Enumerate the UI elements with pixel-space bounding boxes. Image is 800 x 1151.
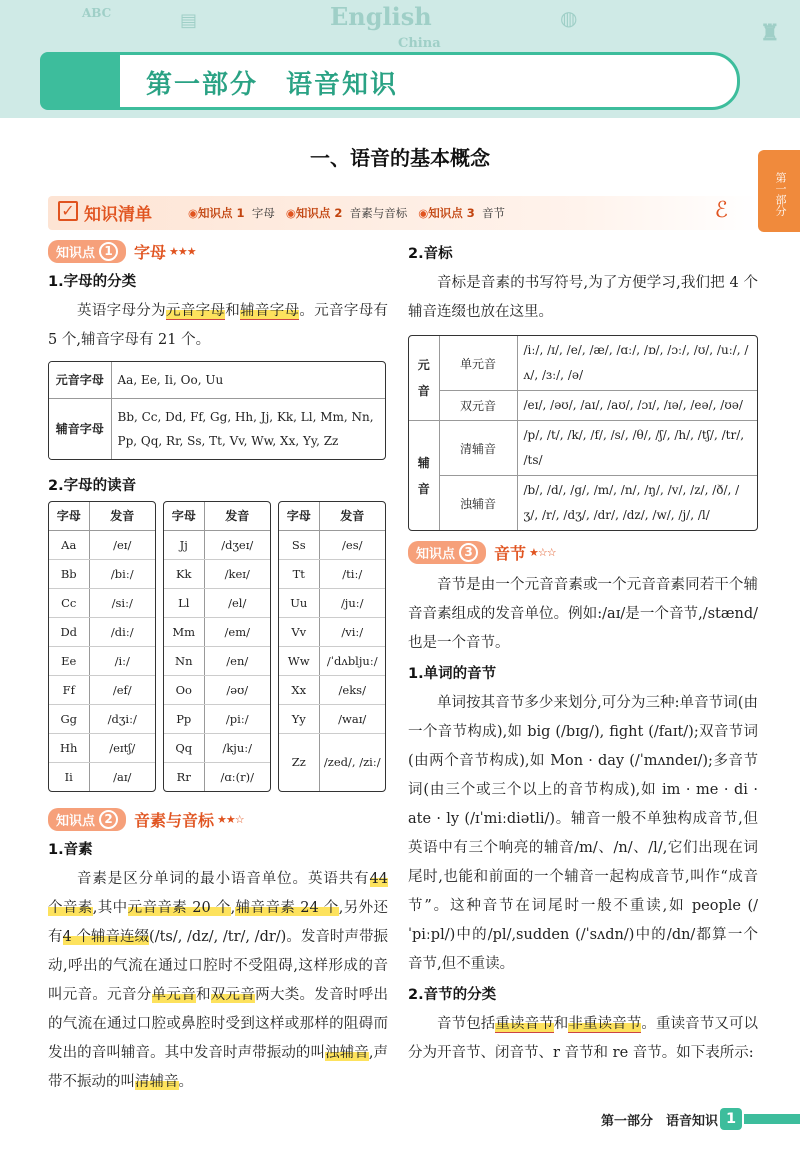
sound-cell: /ef/ (89, 675, 155, 704)
highlight: 单元音 (151, 987, 196, 1003)
table-row (164, 675, 270, 704)
table-row (49, 733, 155, 762)
letter-cell: Ee (49, 646, 89, 675)
highlight: 清辅音 (135, 1074, 179, 1090)
table-row (164, 617, 270, 646)
letter-cell: Jj (164, 530, 204, 559)
table-row (279, 588, 385, 617)
letter-cell: Rr (164, 762, 204, 791)
table-row (409, 421, 757, 476)
table-row (49, 530, 155, 559)
text: 英语字母分为 (77, 303, 166, 319)
doodle-abc: ABC (82, 6, 112, 20)
sound-cell: /tiː/ (319, 559, 385, 588)
paragraph (48, 297, 388, 355)
table-header-row (279, 502, 385, 530)
text: ,声带不振动的叫 (48, 1045, 389, 1090)
col-header-sound: 发音 (89, 502, 155, 530)
subheading: 2.音节的分类 (408, 987, 497, 1003)
vowel-header: 元音字母 (49, 362, 111, 399)
kp2-heading (48, 806, 388, 832)
kp-title: 字母 (134, 242, 167, 262)
voiced-label: 浊辅音 (439, 476, 517, 531)
table-row (49, 704, 155, 733)
kp-title: 音素与音标 (134, 810, 215, 830)
highlight: 辅音字母 (240, 303, 300, 319)
sound-cell: /ɑː(r)/ (220, 769, 254, 784)
kp-tag (48, 808, 126, 831)
letter-cell: Tt (279, 559, 319, 588)
letter-cell: Vv (279, 617, 319, 646)
pron-table (164, 502, 270, 791)
letter-cell: Ii (49, 762, 89, 791)
letter-cell: Nn (164, 646, 204, 675)
letter-cell: Qq (164, 733, 204, 762)
table-row (409, 336, 757, 391)
section-title: 一、语音的基本概念 (310, 146, 490, 170)
table-header-row (49, 502, 155, 530)
table-row (49, 362, 385, 399)
pronunciation-tables (48, 501, 386, 792)
sound-cell: /viː/ (319, 617, 385, 646)
right-column (408, 238, 758, 1068)
kp-text: 字母 (251, 206, 275, 220)
header-banner (0, 0, 800, 118)
kp-tag-label: 知识点 (416, 546, 456, 562)
kp-num: 3 (459, 543, 478, 562)
letter-cell: Bb (49, 559, 89, 588)
text: 音素是区分单词的最小语音单位。英语共有 (77, 871, 370, 887)
table-row (49, 617, 155, 646)
table-row (49, 646, 155, 675)
table-row (409, 476, 757, 531)
table-row (49, 675, 155, 704)
table-row (279, 646, 385, 675)
doodle-china: China (398, 36, 441, 51)
mono-values: /iː/, /ɪ/, /e/, /æ/, /ɑː/, /ɒ/, /ɔː/, /ʊ/, /uː/, /ʌ/, /ɜː/, /ə/ (517, 336, 757, 391)
letter-cell: Xx (279, 675, 319, 704)
paragraph (408, 1010, 758, 1068)
kp-label: 知识点 3 (428, 206, 475, 220)
sound-cell: /eks/ (319, 675, 385, 704)
subheading: 2.字母的读音 (48, 478, 137, 494)
voiceless-label: 清辅音 (439, 421, 517, 476)
sound-cell: /kjuː/ (204, 733, 270, 762)
subheading: 2.音标 (408, 246, 453, 262)
pron-table (49, 502, 155, 791)
kp-label: 知识点 1 (198, 206, 245, 220)
sound-cell: /iː/ (89, 646, 155, 675)
sound-cell: /el/ (204, 588, 270, 617)
col-header-letter: 字母 (49, 502, 89, 530)
difficulty-stars: ★★☆ (217, 812, 244, 826)
kp-label: 知识点 2 (295, 206, 343, 220)
col-header-letter: 字母 (164, 502, 204, 530)
table-row (49, 559, 155, 588)
sound-cell: /piː/ (204, 704, 270, 733)
table-row (164, 733, 270, 762)
paragraph (48, 865, 388, 1097)
kp-tag (48, 240, 126, 263)
sound-cell: /zed/, /ziː/ (323, 755, 381, 770)
letter-cell: Mm (164, 617, 204, 646)
table-row (49, 588, 155, 617)
kp-text: 音素与音标 (349, 206, 408, 220)
di-values: /eɪ/, /əʊ/, /aɪ/, /aʊ/, /ɔɪ/, /ɪə/, /eə/, /ʊə/ (517, 391, 757, 421)
kp-text: 音节 (482, 206, 506, 220)
pron-table (279, 502, 385, 791)
consonant-group: 辅音 (409, 421, 439, 531)
text: 。 (178, 1074, 193, 1090)
footer-text: 第一部分 语音知识 (600, 1114, 718, 1129)
table-header-row (164, 502, 270, 530)
checkbox-icon: ✓ (58, 201, 78, 221)
table-row (49, 762, 155, 791)
kp-tag-label: 知识点 (56, 245, 96, 261)
text: 音节包括 (437, 1016, 496, 1032)
table-row (164, 704, 270, 733)
highlight: 双元音 (210, 987, 256, 1003)
vowel-group: 元音 (409, 336, 439, 421)
voiced-values: /b/, /d/, /g/, /m/, /n/, /ŋ/, /v/, /z/, /ð/, /ʒ/, /r/, /dʒ/, /dr/, /dz/, /w/, /j/, /l/ (517, 476, 757, 531)
letter-cell: Gg (49, 704, 89, 733)
highlight: 重读音节 (495, 1016, 554, 1032)
sound-cell: /en/ (204, 646, 270, 675)
table-row (279, 617, 385, 646)
footer-bar (744, 1114, 800, 1124)
letter-cell: Aa (49, 530, 89, 559)
letter-cell: Ff (49, 675, 89, 704)
letter-cell: Kk (164, 559, 204, 588)
paragraph: 单词按其音节多少来划分,可分为三种:单音节词(由一个音节构成),如 big (/bɪg/), fight (/faɪt/);双音节词(由两个音节构成),如 Mon · day (/ˈmʌndeɪ/);多音节词(由三个或三个以上的音节构成),如 im · me · di · ate · ly (/ɪˈmiːdiətli/)。辅音一般不单独构成音节,但英语中有三个响亮的辅音/m/、/n/、/l/,它们出现在词尾时,也能和前面的一个辅音一起构成音节,叫作“成音节”。这种音节在词尾时一般不重读,如 people (/ˈpiːpl/)中的/pl/,sudden (/ˈsʌdn/)中的/dn/都算一个音节,但不重读。 (408, 695, 758, 972)
difficulty-stars: ★☆☆ (529, 545, 556, 559)
sound-cell: /es/ (319, 530, 385, 559)
bullet-icon: ◉ (418, 206, 429, 220)
kp-tag-label: 知识点 (56, 813, 96, 829)
table-row (279, 704, 385, 733)
text: 。重读音节又可以分为开音节、闭音节、r 音节和 re 音节。如下表所示: (408, 1016, 759, 1061)
consonant-values: Bb, Cc, Dd, Ff, Gg, Hh, Jj, Kk, Ll, Mm, Nn, Pp, Qq, Rr, Ss, Tt, Vv, Ww, Xx, Yy, Zz (111, 399, 385, 460)
pron-table-2 (163, 501, 271, 792)
page-number: 1 (720, 1108, 742, 1130)
letter-cell: Ww (279, 646, 319, 675)
subheading: 1.单词的音节 (408, 666, 497, 682)
highlight: 元音字母 (165, 303, 226, 319)
subheading: 1.音素 (48, 842, 93, 858)
sound-cell: /keɪ/ (204, 559, 270, 588)
highlight: 浊辅音 (325, 1045, 369, 1061)
table-row (164, 762, 270, 791)
consonant-header: 辅音字母 (49, 399, 111, 460)
kp1-heading (48, 238, 388, 264)
bullet-icon: ◉ (188, 206, 199, 220)
table-row (164, 646, 270, 675)
vowel-values: Aa, Ee, Ii, Oo, Uu (111, 362, 385, 399)
letter-cell: Yy (279, 704, 319, 733)
di-label: 双元音 (439, 391, 517, 421)
highlight: 44 个音素 (48, 871, 388, 916)
highlight: 4 个辅音连缀 (62, 929, 150, 945)
doodle-english: English (330, 2, 432, 31)
side-tab: 第一部分 (758, 150, 800, 232)
letter-cell: Cc (49, 588, 89, 617)
letter-cell: Dd (49, 617, 89, 646)
phonetic-table (409, 336, 757, 530)
sound-cell: /eɪ/ (89, 530, 155, 559)
text: , (230, 900, 236, 916)
kp-title: 音节 (494, 543, 527, 563)
table-row (164, 588, 270, 617)
text: (/ts/, /dz/, /tr/, /dr/)。发音时声带振动,呼出的气流在通过口腔时不受阻碍,这样形成的音叫元音。元音分 (48, 929, 388, 1003)
left-column (48, 238, 388, 1097)
letter-type-table (49, 362, 385, 459)
sound-cell: /em/ (204, 617, 270, 646)
tower-icon: ♜ (760, 20, 780, 46)
col-header-letter: 字母 (279, 502, 319, 530)
sound-cell: /dʒiː/ (89, 704, 155, 733)
letter-type-table-box (48, 361, 386, 460)
highlight: 辅音音素 24 个 (235, 900, 339, 916)
globe-icon: ◍ (560, 6, 578, 30)
col-header-sound: 发音 (204, 502, 270, 530)
kp-num: 1 (99, 242, 118, 261)
knowledge-list-bar (48, 196, 758, 230)
sound-cell: /ˈdʌbljuː/ (319, 646, 385, 675)
letter-cell: Ss (279, 530, 319, 559)
sound-cell: /diː/ (89, 617, 155, 646)
kp-tag (408, 541, 486, 564)
sound-cell: /aɪ/ (113, 769, 132, 784)
text: ,另外还有 (48, 900, 389, 945)
phonetic-table-box (408, 335, 758, 531)
kp3-heading (408, 539, 758, 565)
paragraph: 音标是音素的书写符号,为了方便学习,我们把 4 个辅音连缀也放在这里。 (408, 275, 758, 320)
text: 和 (553, 1016, 569, 1032)
knowledge-list-title: 知识清单 (84, 205, 152, 225)
difficulty-stars: ★★★ (169, 244, 196, 258)
table-row (279, 530, 385, 559)
sound-cell: /siː/ (89, 588, 155, 617)
kp-num: 2 (99, 810, 118, 829)
table-row (279, 733, 385, 791)
text: 和 (225, 303, 241, 319)
sound-cell: /dʒeɪ/ (204, 530, 270, 559)
swirl-icon: ℰ (714, 198, 728, 223)
bullet-icon: ◉ (285, 206, 296, 220)
table-row (409, 391, 757, 421)
text: 和 (195, 987, 211, 1003)
table-row (164, 530, 270, 559)
highlight: 非重读音节 (568, 1016, 642, 1032)
letter-cell: Ll (164, 588, 204, 617)
col-header-sound: 发音 (319, 502, 385, 530)
text: 。元音字母有 5 个,辅音字母有 21 个。 (48, 303, 389, 348)
pron-table-1 (48, 501, 156, 792)
pron-table-3 (278, 501, 386, 792)
sound-cell: /juː/ (319, 588, 385, 617)
letter-cell: Pp (164, 704, 204, 733)
sound-cell: /waɪ/ (319, 704, 385, 733)
title-accent-block (40, 52, 120, 110)
sound-cell: /biː/ (89, 559, 155, 588)
knowledge-list-items (188, 205, 505, 221)
table-row (49, 399, 385, 460)
subheading: 1.字母的分类 (48, 274, 137, 290)
mono-label: 单元音 (439, 336, 517, 391)
highlight: 元音音素 20 个 (127, 900, 231, 916)
part-title: 第一部分 语音知识 (146, 70, 399, 100)
table-row (279, 559, 385, 588)
voiceless-values: /p/, /t/, /k/, /f/, /s/, /θ/, /ʃ/, /h/, /tʃ/, /tr/, /ts/ (517, 421, 757, 476)
paragraph: 音节是由一个元音音素或一个元音音素同若干个辅音音素组成的发音单位。例如:/aɪ/是一个音节,/stænd/也是一个音节。 (408, 577, 758, 651)
table-row (164, 559, 270, 588)
sound-cell: /eɪtʃ/ (89, 733, 155, 762)
text: ,其中 (92, 900, 128, 916)
letter-cell: Hh (49, 733, 89, 762)
footer (0, 1105, 800, 1133)
letter-cell: Uu (279, 588, 319, 617)
letter-cell: Zz (279, 733, 319, 791)
book-icon: ▤ (180, 10, 198, 31)
letter-cell: Oo (164, 675, 204, 704)
sound-cell: /əʊ/ (204, 675, 270, 704)
table-row (279, 675, 385, 704)
part-title-box (40, 52, 740, 110)
text: 两大类。发音时呼出的气流在通过口腔或鼻腔时受到这样或那样的阻碍而发出的音叫辅音。其中发音时声带振动的叫 (48, 987, 389, 1061)
